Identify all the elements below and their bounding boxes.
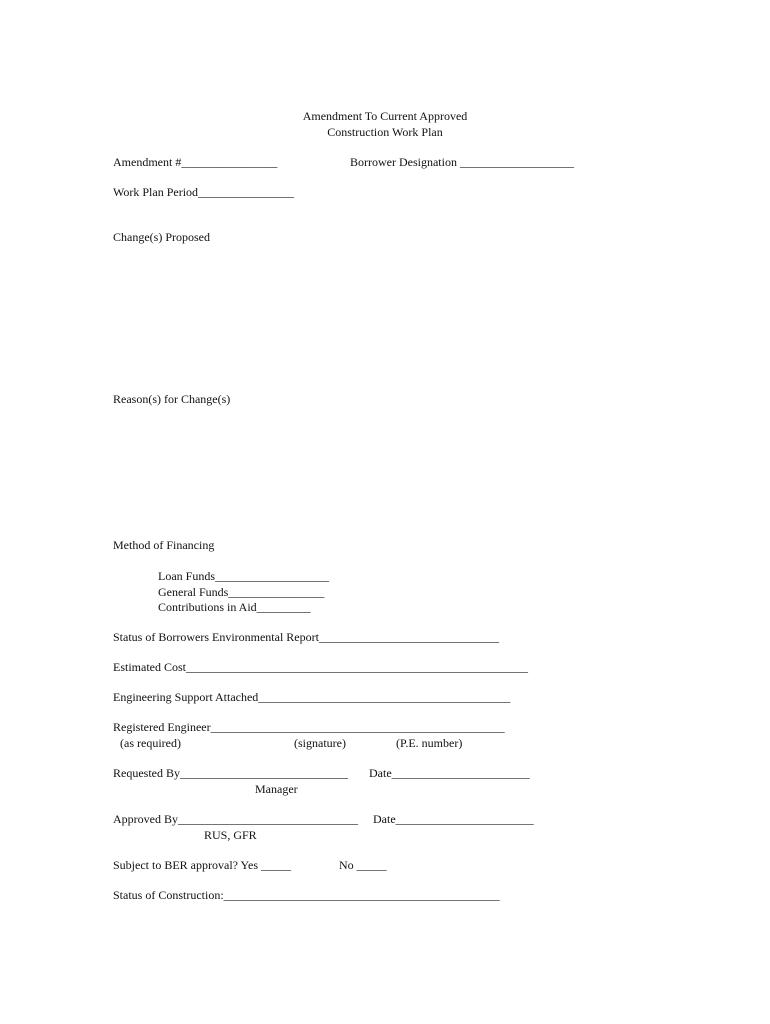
- pe-number-caption: (P.E. number): [396, 736, 463, 750]
- engineering-support-field[interactable]: Engineering Support Attached__________________________________________: [113, 690, 511, 704]
- requested-date-field[interactable]: Date_______________________: [369, 766, 530, 780]
- ber-approval-yes-field[interactable]: Subject to BER approval? Yes _____: [113, 858, 291, 872]
- manager-caption: Manager: [255, 782, 298, 796]
- changes-proposed-label: Change(s) Proposed: [113, 230, 210, 244]
- title-line-2: Construction Work Plan: [327, 125, 443, 139]
- as-required-note: (as required): [120, 736, 181, 750]
- signature-caption: (signature): [294, 736, 346, 750]
- estimated-cost-field[interactable]: Estimated Cost_________________________________________________________: [113, 660, 528, 674]
- approved-by-field[interactable]: Approved By______________________________: [113, 812, 358, 826]
- loan-funds-field[interactable]: Loan Funds___________________: [158, 569, 329, 583]
- work-plan-period-field[interactable]: Work Plan Period________________: [113, 185, 295, 199]
- method-of-financing-label: Method of Financing: [113, 538, 215, 552]
- amendment-number-field[interactable]: Amendment #________________: [113, 155, 278, 169]
- general-funds-field[interactable]: General Funds________________: [158, 585, 325, 599]
- registered-engineer-field[interactable]: Registered Engineer_________________________________________________: [113, 720, 505, 734]
- rus-gfr-caption: RUS, GFR: [204, 828, 257, 842]
- requested-by-field[interactable]: Requested By____________________________: [113, 766, 348, 780]
- borrower-designation-field[interactable]: Borrower Designation ___________________: [350, 155, 574, 169]
- ber-approval-no-field[interactable]: No _____: [339, 858, 387, 872]
- contributions-in-aid-field[interactable]: Contributions in Aid_________: [158, 600, 311, 614]
- status-of-construction-field[interactable]: Status of Construction:______________________________________________: [113, 888, 500, 902]
- environmental-report-field[interactable]: Status of Borrowers Environmental Report______________________________: [113, 630, 499, 644]
- reasons-for-changes-label: Reason(s) for Change(s): [113, 392, 231, 406]
- approved-date-field[interactable]: Date_______________________: [373, 812, 534, 826]
- title-line-1: Amendment To Current Approved: [302, 109, 468, 123]
